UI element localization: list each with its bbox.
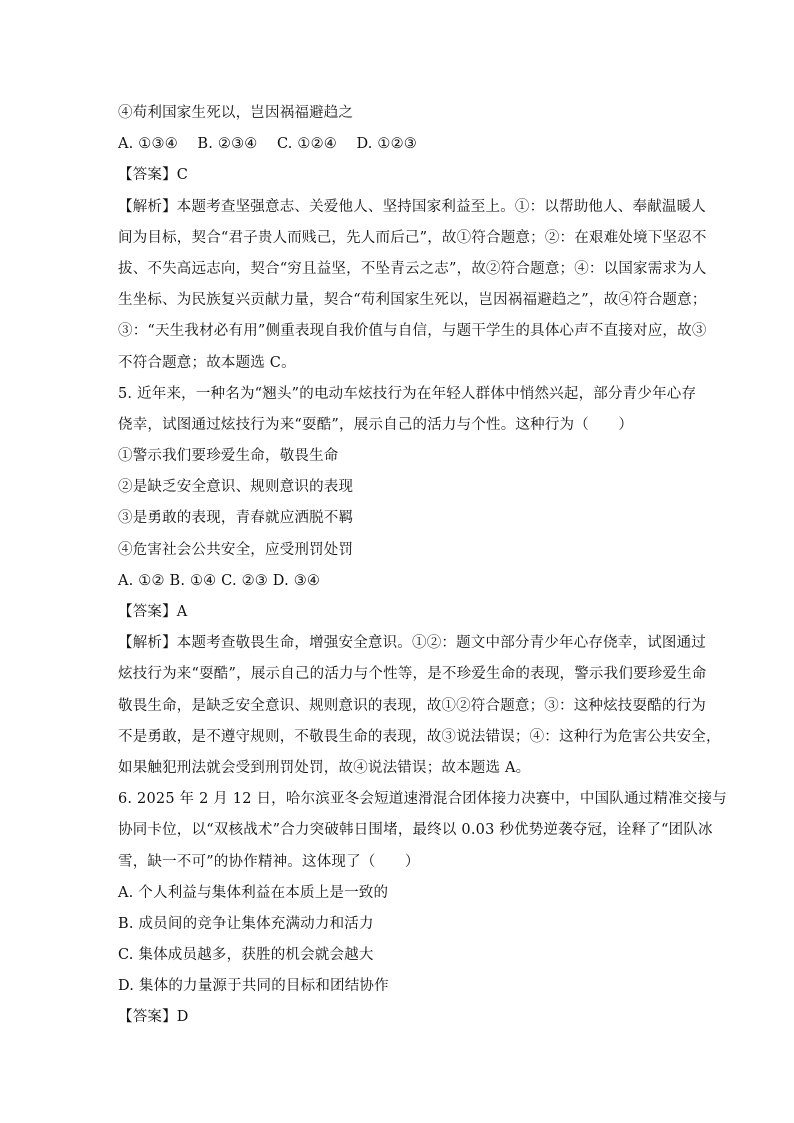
option-line-4: ④苟利国家生死以，岂因祸福避趋之: [118, 105, 354, 121]
analysis-line: ③：“天生我材必有用”侧重表现自我价值与自信，与题干学生的具体心声不直接对应，故③: [118, 323, 707, 340]
choice-line: A. ①③④ B. ②③④ C. ①②④ D. ①②③: [118, 136, 418, 153]
analysis-line: 拔、不失高远志向，契合“穷且益坚，不坠青云之志”，故②符合题意；④：以国家需求为人: [118, 260, 707, 277]
statement-line: ①警示我们要珍爱生命，敬畏生命: [118, 448, 339, 465]
analysis-line: 敬畏生命，是缺乏安全意识、规则意识的表现，故①②符合题意；③：这种炫技耍酷的行为: [118, 697, 706, 714]
answer-line: 【答案】A: [118, 604, 188, 620]
option-a-line: A. 个人利益与集体利益在本质上是一致的: [118, 884, 389, 901]
analysis-line: 生坐标、为民族复兴贡献力量，契合“苟利国家生死以，岂因祸福避趋之”，故④符合题意；: [118, 292, 707, 309]
choice-line: A. ①② B. ①④ C. ②③ D. ③④: [118, 572, 321, 589]
analysis-line: 如果触犯刑法就会受到刑罚处罚，故④说法错误；故本题选 A。: [118, 759, 531, 776]
statement-line: ③是勇敢的表现，青春就应洒脱不羁: [118, 510, 354, 527]
answer-line: 【答案】D: [118, 1009, 189, 1026]
question-6-line: 雪，缺一不可”的协作精神。这体现了（ ）: [118, 853, 420, 870]
option-b-line: B. 成员间的竞争让集体充满动力和活力: [118, 915, 374, 932]
answer-line: 【答案】C: [118, 167, 189, 184]
analysis-line: 不是勇敢，是不遵守规则，不敬畏生命的表现，故③说法错误；④：这种行为危害公共安全，: [118, 728, 721, 745]
question-6-line: 协同卡位，以“双核战术”合力突破韩日围堵，最终以 0.03 秒优势逆袭夺冠，诠释了“团队冰: [118, 822, 713, 839]
analysis-line: 【解析】本题考查敬畏生命，增强安全意识。①②：题文中部分青少年心存侥幸，试图通过: [118, 635, 706, 652]
analysis-line: 不符合题意；故本题选 C。: [118, 354, 296, 371]
statement-line: ②是缺乏安全意识、规则意识的表现: [118, 479, 354, 496]
question-6-line: 6. 2025 年 2 月 12 日，哈尔滨亚冬会短道速滑混合团体接力决赛中，中国队通过精准交接与: [118, 791, 727, 808]
option-d-line: D. 集体的力量源于共同的目标和团结协作: [118, 978, 389, 995]
question-5-line: 侥幸，试图通过炫技行为来“耍酷”，展示自己的活力与个性。这种行为（ ）: [118, 416, 634, 433]
question-5-line: 5. 近年来，一种名为“翘头”的电动车炫技行为在年轻人群体中悄然兴起，部分青少年心存: [118, 385, 697, 402]
analysis-line: 【解析】本题考查坚强意志、关爱他人、坚持国家利益至上。①：以帮助他人、奉献温暖人: [118, 198, 706, 215]
option-c-line: C. 集体成员越多，获胜的机会就会越大: [118, 947, 374, 964]
statement-line: ④危害社会公共安全，应受刑罚处罚: [118, 541, 354, 558]
analysis-line: 炫技行为来“耍酷”，展示自己的活力与个性等，是不珍爱生命的表现，警示我们要珍爱生命: [118, 666, 707, 683]
analysis-line: 间为目标，契合“君子贵人而贱己，先人而后己”，故①符合题意；②：在艰难处境下坚忍不: [118, 229, 707, 246]
